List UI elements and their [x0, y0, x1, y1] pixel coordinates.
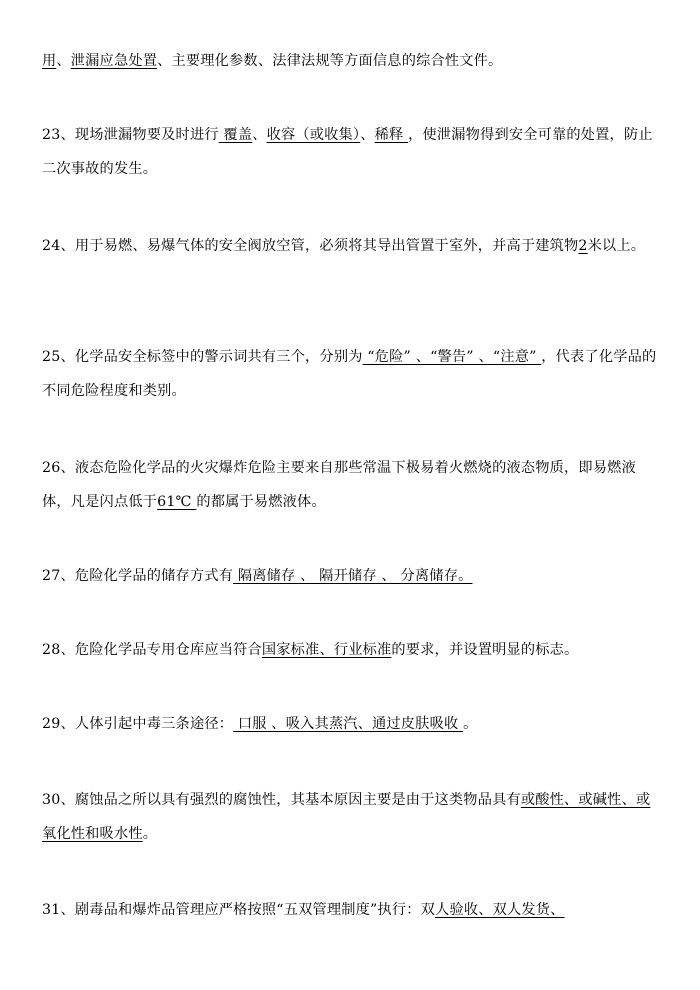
text-segment: 25、化学品安全标签中的警示词共有三个，分别为 — [42, 349, 363, 365]
text-segment: 。 — [463, 716, 478, 732]
underlined-answer: 61℃ — [157, 494, 197, 510]
text-segment: 29、人体引起中毒三条途径： — [42, 716, 234, 732]
underlined-answer: 用 — [42, 53, 57, 69]
text-segment: 。 — [142, 826, 158, 842]
underlined-answer: 或酸性、或碱性、或氧化性和吸水性 — [42, 792, 651, 842]
underlined-answer: “危险” 、“警告” 、“注意” — [362, 349, 542, 365]
text-segment: 28、危险化学品专用仓库应当符合 — [42, 642, 262, 658]
underlined-answer: 稀释 — [374, 127, 409, 143]
underlined-answer: 收容（或收集） — [266, 127, 361, 143]
paragraph-25 — [42, 340, 660, 408]
paragraph-29 — [42, 707, 660, 741]
text-segment: 24、用于易燃、易爆气体的安全阀放空管，必须将其导出管置于室外，并高于建筑物 — [42, 238, 579, 254]
text-segment: ，使泄漏物得到安全可靠的处置，防止二次事故的发生。 — [42, 127, 653, 177]
underlined-answer: 国家标准、行业标准 — [261, 642, 392, 658]
text-segment: 23、现场泄漏物要及时进行 — [42, 127, 219, 143]
text-segment: 26、液态危险化学品的火灾爆炸危险主要来自那些常温下极易着火燃烧的液态物质，即易燃液体，凡是闪点低于 — [42, 460, 636, 510]
text-segment: ，代表了化学品的不同危险程度和类别。 — [42, 349, 657, 399]
underlined-answer: 隔离储存 、 隔开储存 、 分离储存。 — [233, 568, 473, 584]
underlined-answer: 覆盖 — [218, 127, 253, 143]
text-segment: 、主要理化参数、法律法规等方面信息的综合性文件。 — [157, 53, 503, 69]
paragraph-30 — [42, 783, 660, 851]
text-segment: 、 — [252, 127, 267, 143]
paragraph-27 — [42, 559, 660, 593]
underlined-answer: 人验收、双人发货、 — [435, 902, 565, 918]
text-segment: 、 — [56, 53, 71, 69]
text-segment: 的要求，并设置明显的标志。 — [391, 642, 579, 658]
paragraph-continued — [42, 44, 660, 78]
paragraph-31 — [42, 893, 660, 927]
text-segment: 27、危险化学品的储存方式有 — [42, 568, 234, 584]
underlined-answer: 泄漏应急处置 — [70, 53, 158, 69]
text-segment: 米以上。 — [587, 238, 646, 254]
text-segment: 30、腐蚀品之所以具有强烈的腐蚀性，其基本原因主要是由于这类物品具有 — [42, 792, 521, 808]
paragraph-26 — [42, 451, 660, 519]
text-segment: 31、剧毒品和爆炸品管理应严格按照“五双管理制度”执行：双 — [42, 902, 436, 918]
text-segment: 的都属于易燃液体。 — [196, 494, 326, 510]
paragraph-24 — [42, 229, 660, 263]
underlined-answer: 2 — [578, 238, 588, 254]
text-segment: 、 — [360, 127, 375, 143]
paragraph-28 — [42, 633, 660, 667]
paragraph-23 — [42, 118, 660, 186]
underlined-answer: 口服 、吸入其蒸汽、通过皮肤吸收 — [233, 716, 464, 732]
